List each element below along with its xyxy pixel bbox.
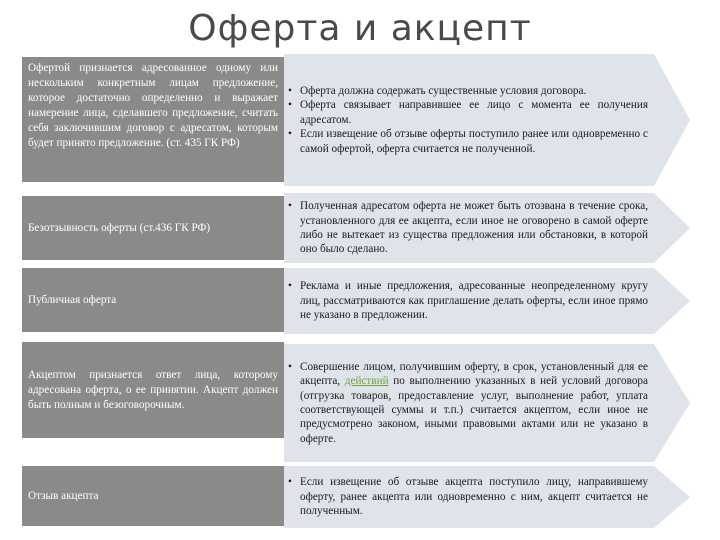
definition-text: Публичная оферта [28, 293, 117, 306]
arrow-box-acceptance [284, 344, 692, 462]
definition-box-acceptance [22, 342, 284, 438]
highlighted-word: действий [344, 375, 389, 388]
definition-text: Отзыв акцепта [28, 489, 99, 502]
bullet-item: • Оферта связывает направившее ее лицо с момента ее получения адресатом. [288, 99, 648, 126]
arrow-box-public-offer [284, 268, 692, 334]
bullet-item: • Оферта должна содержать существенные условия договора. [288, 84, 587, 97]
bullet-item: • Совершение лицом, получившим оферту, в срок, установленный для ее акцепта, действий по выполнению указанных в ней условий договора (отгрузка товаров, предоставление услуг, выполнение работ, уплата соответствующей суммы и т.п.) считается акцептом, если иное не предусмотрено законом, иными правовыми актами или не указано в оферте. [288, 360, 648, 445]
definition-text: Безотзывность оферты (ст.436 ГК РФ) [28, 221, 211, 234]
arrow-box-acceptance-withdrawal [284, 466, 692, 528]
arrow-box-offer [284, 54, 692, 186]
definition-text: Офертой признается адресованное одному или нескольким конкретным лицам предложение, которое достаточно определенно и выражает намерение лица, сделавшего предложение, считать себя заключившим договор с адресатом, которым будет принято предложение. (ст. 435 ГК РФ) [28, 62, 278, 149]
definition-box-public-offer [22, 268, 284, 332]
definition-box-irrevocability [22, 196, 284, 260]
arrow-box-irrevocability [284, 193, 692, 263]
slide-title: Оферта и акцепт [188, 8, 532, 49]
bullet-item: • Реклама и иные предложения, адресованные неопределенному кругу лиц, рассматриваются как приглашение делать оферты, если иное прямо не указано в предложении. [288, 280, 648, 322]
definition-box-offer [22, 57, 284, 182]
bullet-item: • Полученная адресатом оферта не может быть отозвана в течение срока, установленного для ее акцепта, если иное не оговорено в самой оферте либо не вытекает из существа предложения или обстановки, в которой оно было сделано. [288, 200, 648, 256]
bullet-item: • Если извещение об отзыве акцепта поступило лицу, направившему оферту, ранее акцепта или одновременно с ним, акцепт считается не полученным. [288, 476, 648, 518]
definition-text: Акцептом признается ответ лица, которому адресована оферта, о ее принятии. Акцепт должен быть полным и безоговорочным. [28, 368, 278, 411]
definition-box-acceptance-withdrawal [22, 466, 284, 526]
bullet-item: • Если извещение об отзыве оферты поступило ранее или одновременно с самой офертой, оферта считается не полученной. [288, 128, 648, 155]
